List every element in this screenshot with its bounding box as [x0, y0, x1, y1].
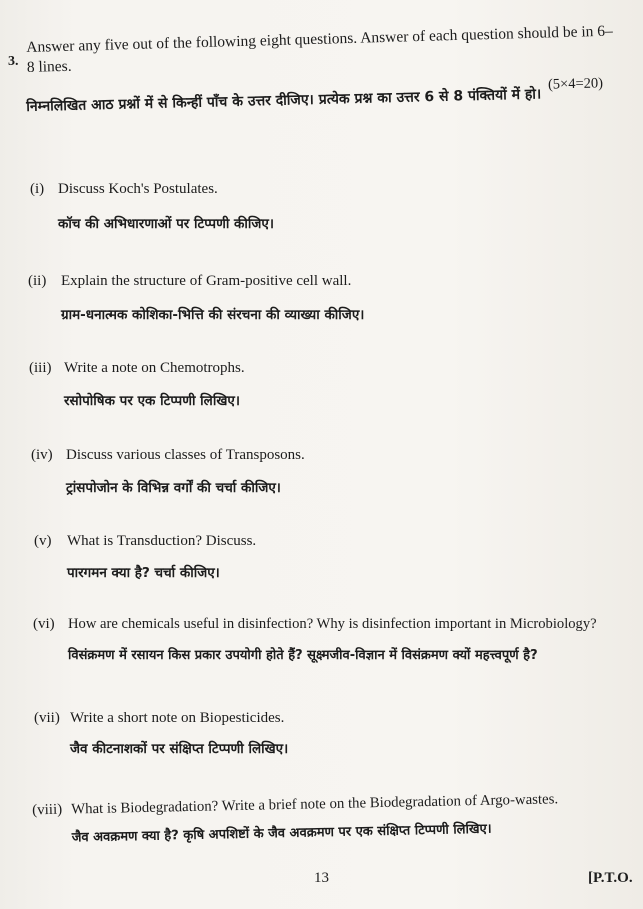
question-label: (viii): [31, 801, 63, 819]
instruction-hindi: निम्नलिखित आठ प्रश्नों में से किन्हीं पाँच के उत्तर दीजिए। प्रत्येक प्रश्न का उत्तर 6 से 8 पंक्तियों में हो।: [26, 86, 542, 115]
question-label: (iv): [31, 447, 53, 463]
question-label: (vi): [33, 616, 55, 632]
question-english: Discuss Koch's Postulates.: [58, 181, 218, 197]
question-label: (i): [30, 181, 45, 197]
question-label: (v): [34, 533, 52, 549]
question-hindi: ट्रांसपोजोन के विभिन्न वर्गों की चर्चा कीजिए।: [66, 480, 281, 496]
question-label: (iii): [29, 360, 52, 376]
pto-marker: [P.T.O.: [588, 870, 633, 886]
question-hindi: कॉच की अभिधारणाओं पर टिप्पणी कीजिए।: [58, 216, 275, 232]
question-number: 3.: [8, 54, 19, 69]
question-hindi: जैव कीटनाशकों पर संक्षिप्त टिप्पणी लिखिए।: [70, 741, 289, 757]
question-hindi: विसंक्रमण में रसायन किस प्रकार उपयोगी होते हैं? सूक्ष्मजीव-विज्ञान में विसंक्रमण क्यों महत्त्वपूर्ण है?: [68, 648, 538, 663]
question-english: Write a note on Chemotrophs.: [64, 360, 245, 376]
question-label: (vii): [34, 710, 60, 726]
page-number: 13: [314, 870, 329, 886]
question-english: Discuss various classes of Transposons.: [66, 447, 305, 463]
question-hindi: जैव अवक्रमण क्या है? कृषि अपशिष्टों के जैव अवक्रमण पर एक संक्षिप्त टिप्पणी लिखिए।: [71, 821, 492, 846]
instruction-english: Answer any five out of the following eight questions. Answer of each question should be in 6–8 lines.: [26, 22, 614, 76]
question-hindi: ग्राम-धनात्मक कोशिका-भित्ति की संरचना की व्याख्या कीजिए।: [61, 307, 365, 323]
question-english: Write a short note on Biopesticides.: [70, 710, 285, 726]
question-label: (ii): [28, 273, 47, 289]
question-english: What is Biodegradation? Write a brief note on the Biodegradation of Argo-wastes.: [70, 791, 559, 818]
question-english: How are chemicals useful in disinfection? Why is disinfection important in Microbiology?: [68, 616, 597, 632]
marks-allocation: (5×4=20): [547, 75, 604, 93]
question-hindi: पारगमन क्या है? चर्चा कीजिए।: [67, 565, 220, 581]
question-english: Explain the structure of Gram-positive cell wall.: [61, 273, 352, 289]
question-item: [0, 790, 643, 846]
question-hindi: रसोपोषिक पर एक टिप्पणी लिखिए।: [64, 393, 240, 409]
question-english: What is Transduction? Discuss.: [67, 533, 257, 549]
